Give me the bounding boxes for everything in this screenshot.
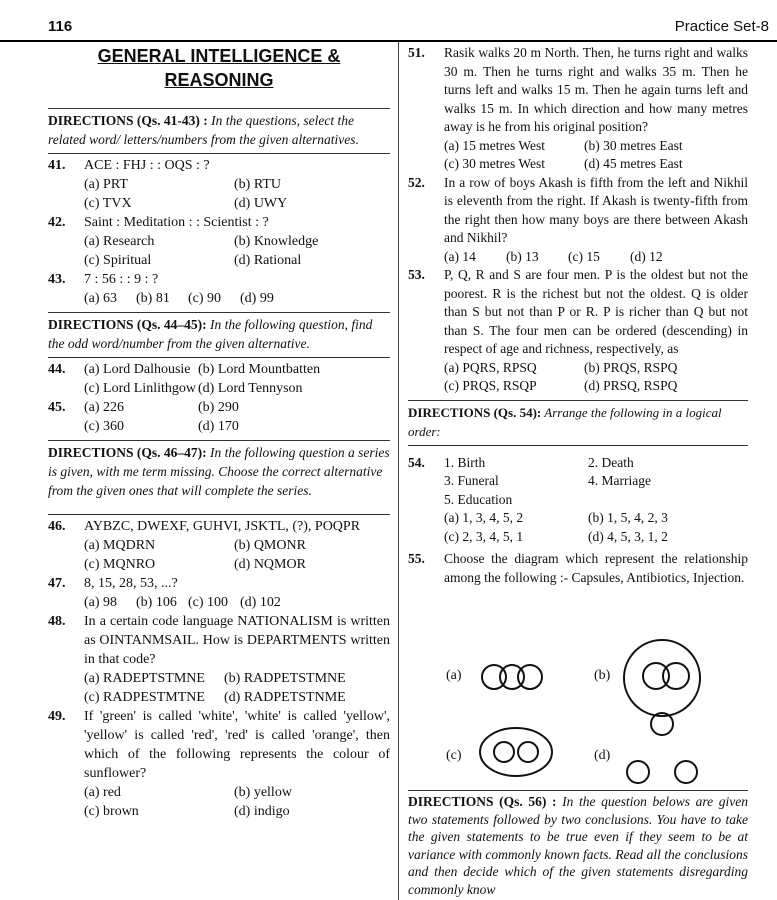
option-c[interactable]: (c) Spiritual (84, 253, 152, 268)
rule (48, 108, 390, 109)
options-41 (48, 175, 390, 213)
directions-54: DIRECTIONS (Qs. 54): Arrange the following in a logical order: (408, 404, 722, 439)
options-54 (408, 509, 748, 546)
diagram-a-label[interactable]: (a) (446, 668, 462, 683)
question-48: 48. In a certain code language NATIONALISM is written as OINTANMSAIL. How is DEPARTMENTS written in that code? (48, 614, 390, 667)
question-47: 47. 8, 15, 28, 53, ...? (48, 576, 178, 591)
option-d[interactable]: (d) Lord Tennyson (198, 381, 303, 396)
option-d[interactable]: (d) 102 (240, 595, 281, 610)
question-44: 44. (a) Lord Dalhousie (b) Lord Mountbatten (c) Lord Linlithgow (d) Lord Tennyson (48, 360, 390, 398)
option-b[interactable]: (b) 81 (136, 291, 170, 306)
question-45: 45. (a) 226 (b) 290 (c) 360 (d) 170 (48, 398, 390, 436)
option-a[interactable]: (a) 63 (84, 291, 118, 306)
option-a[interactable]: (a) red (84, 785, 121, 800)
options-43 (48, 289, 390, 308)
option-c[interactable]: (c) brown (84, 804, 139, 819)
question-51: 51. Rasik walks 20 m North. Then, he turns right and walks 30 m. Then he turns right and walks 35 m. Then he turns left and walks 15 m. Then he again turns left and walks 15 m. In which direction and how many metres away is he from his original position? (408, 45, 748, 134)
rule (408, 400, 748, 401)
header-rule (0, 40, 777, 42)
diagram-c-label[interactable]: (c) (446, 748, 462, 763)
rule (48, 312, 390, 313)
option-c[interactable]: (c) 2, 3, 4, 5, 1 (444, 528, 524, 544)
option-b[interactable]: (b) Lord Mountbatten (198, 362, 321, 377)
diagram-d-label[interactable]: (d) (594, 748, 611, 763)
options-47 (48, 593, 390, 612)
option-a[interactable]: (a) Research (84, 234, 155, 249)
directions-41-43: DIRECTIONS (Qs. 41-43) : In the questions, select the related word/ letters/numbers from the given alternatives. (48, 113, 359, 147)
option-d[interactable]: (d) UWY (234, 196, 288, 211)
rule (48, 514, 390, 515)
rule (48, 153, 390, 154)
options-42 (48, 232, 390, 270)
option-d[interactable]: (d) PRSQ, RSPQ (584, 378, 678, 393)
option-b[interactable]: (b) 106 (136, 595, 177, 610)
option-b[interactable]: (b) RTU (234, 177, 281, 192)
item-3: 3. Funeral (444, 473, 499, 488)
option-d[interactable]: (d) RADPETSTNME (224, 690, 346, 705)
options-52 (408, 248, 748, 267)
option-b[interactable]: (b) 1, 5, 4, 2, 3 (588, 510, 668, 525)
diagram-b[interactable] (620, 636, 704, 720)
rule (408, 790, 748, 791)
question-52: 52. In a row of boys Akash is fifth from the left and Nikhil is eleventh from the right. If Akash is twenty-fifth from the right then how many boys are there between Akash and Nikhil? (408, 174, 748, 245)
question-43: 43. 7 : 56 : : 9 : ? (48, 272, 159, 287)
option-b[interactable]: (b) 290 (198, 400, 239, 415)
option-a[interactable]: (a) RADEPTSTMNE (84, 671, 205, 686)
option-c[interactable]: (c) 360 (84, 419, 125, 434)
question-42: 42. Saint : Meditation : : Scientist : ? (48, 215, 269, 230)
rule (408, 445, 748, 446)
option-c[interactable]: (c) 15 (568, 248, 600, 264)
option-d[interactable]: (d) Rational (234, 253, 302, 268)
option-b[interactable]: (b) QMONR (234, 538, 306, 553)
question-53: 53. P, Q, R and S are four men. P is the oldest but not the poorest. R is the richest but not the oldest. Q is older than S but not than P or R. P is richer than Q but not than S. The four men can be ordered (descending) in respect of age and richness, respectively, as (408, 267, 748, 356)
option-a[interactable]: (a) 1, 3, 4, 5, 2 (444, 510, 524, 525)
rule (48, 357, 390, 358)
left-column (48, 44, 390, 821)
option-d[interactable]: (d) 12 (630, 248, 663, 264)
right-column (408, 44, 748, 587)
question-49: 49. If 'green' is called 'white', 'white' is called 'yellow', 'yellow' is called 'red', 'red' is called 'orange', then which of the following represents the colour of sunflower? (48, 709, 390, 781)
item-2: 2. Death (588, 454, 634, 470)
item-1: 1. Birth (444, 454, 486, 470)
option-c[interactable]: (c) PRQS, RSQP (444, 378, 537, 393)
directions-46-47: DIRECTIONS (Qs. 46–47): In the following question a series is given, with me term missing. Choose the correct alternative from the given ones that will complete the series. (48, 445, 390, 498)
option-a[interactable]: (a) 98 (84, 595, 118, 610)
options-49 (48, 783, 390, 821)
question-46: 46. AYBZC, DWEXF, GUHVI, JSKTL, (?), POQPR (48, 519, 361, 534)
page-number: 116 (48, 18, 73, 35)
directions-56-block (408, 790, 748, 900)
option-c[interactable]: (c) 30 metres West (444, 156, 546, 171)
option-a[interactable]: (a) 15 metres West (444, 137, 546, 153)
item-4: 4. Marriage (588, 473, 651, 488)
page-header (0, 0, 777, 40)
diagram-d[interactable] (620, 710, 704, 788)
diagram-c[interactable] (476, 724, 556, 780)
options-53 (408, 359, 748, 396)
diagram-b-label[interactable]: (b) (594, 668, 611, 683)
option-c[interactable]: (c) TVX (84, 196, 132, 211)
option-c[interactable]: (c) Lord Linlithgow (84, 381, 196, 396)
option-a[interactable]: (a) 14 (444, 248, 476, 264)
option-d[interactable]: (d) 170 (198, 419, 239, 434)
option-d[interactable]: (d) indigo (234, 804, 290, 819)
option-c[interactable]: (c) 100 (188, 595, 229, 610)
option-c[interactable]: (c) 90 (188, 291, 222, 306)
option-b[interactable]: (b) PRQS, RSPQ (584, 359, 678, 375)
option-a[interactable]: (a) PQRS, RPSQ (444, 359, 537, 375)
option-b[interactable]: (b) 13 (506, 248, 539, 264)
directions-44-45: DIRECTIONS (Qs. 44–45): In the following question, find the odd word/number from the given alternative. (48, 317, 373, 351)
option-a[interactable]: (a) PRT (84, 177, 128, 192)
option-c[interactable]: (c) RADPESTMTNE (84, 690, 205, 705)
option-d[interactable]: (d) NQMOR (234, 557, 306, 572)
option-b[interactable]: (b) 30 metres East (584, 137, 683, 153)
options-51 (408, 137, 748, 174)
column-divider (398, 42, 399, 900)
question-54: 54. 1. Birth 2. Death 3. Funeral 4. Marriage 5. Education (408, 454, 748, 510)
directions-56: DIRECTIONS (Qs. 56) : In the question belows are given two statements followed by two conclusions. You have to take the given statements to be true even if they seem to be at variance with commonly known facts. Read all the conclusions and then decide which of the given statements disregarding commonly know (408, 794, 748, 897)
options-48 (48, 669, 390, 707)
option-b[interactable]: (b) yellow (234, 785, 292, 800)
practice-set-label: Practice Set-8 (674, 18, 769, 35)
section-title: GENERAL INTELLIGENCE & REASONING (97, 46, 341, 90)
option-d[interactable]: (d) 99 (240, 291, 274, 306)
question-55: 55. Choose the diagram which represent the relationship among the following :- Capsules, Antibiotics, Injection. (408, 551, 748, 585)
option-a[interactable]: (a) MQDRN (84, 538, 156, 553)
option-b[interactable]: (b) Knowledge (234, 234, 319, 249)
option-a[interactable]: (a) 226 (84, 400, 125, 415)
q55-diagrams (408, 630, 748, 790)
option-a[interactable]: (a) Lord Dalhousie (84, 362, 191, 377)
diagram-a[interactable] (478, 660, 548, 694)
rule (48, 440, 390, 441)
option-b[interactable]: (b) RADPETSTMNE (224, 671, 346, 686)
option-d[interactable]: (d) 4, 5, 3, 1, 2 (588, 528, 668, 544)
options-46 (48, 536, 390, 574)
option-d[interactable]: (d) 45 metres East (584, 156, 683, 171)
option-c[interactable]: (c) MQNRO (84, 557, 156, 572)
item-5: 5. Education (444, 491, 513, 507)
question-41: 41. ACE : FHJ : : OQS : ? (48, 158, 210, 173)
